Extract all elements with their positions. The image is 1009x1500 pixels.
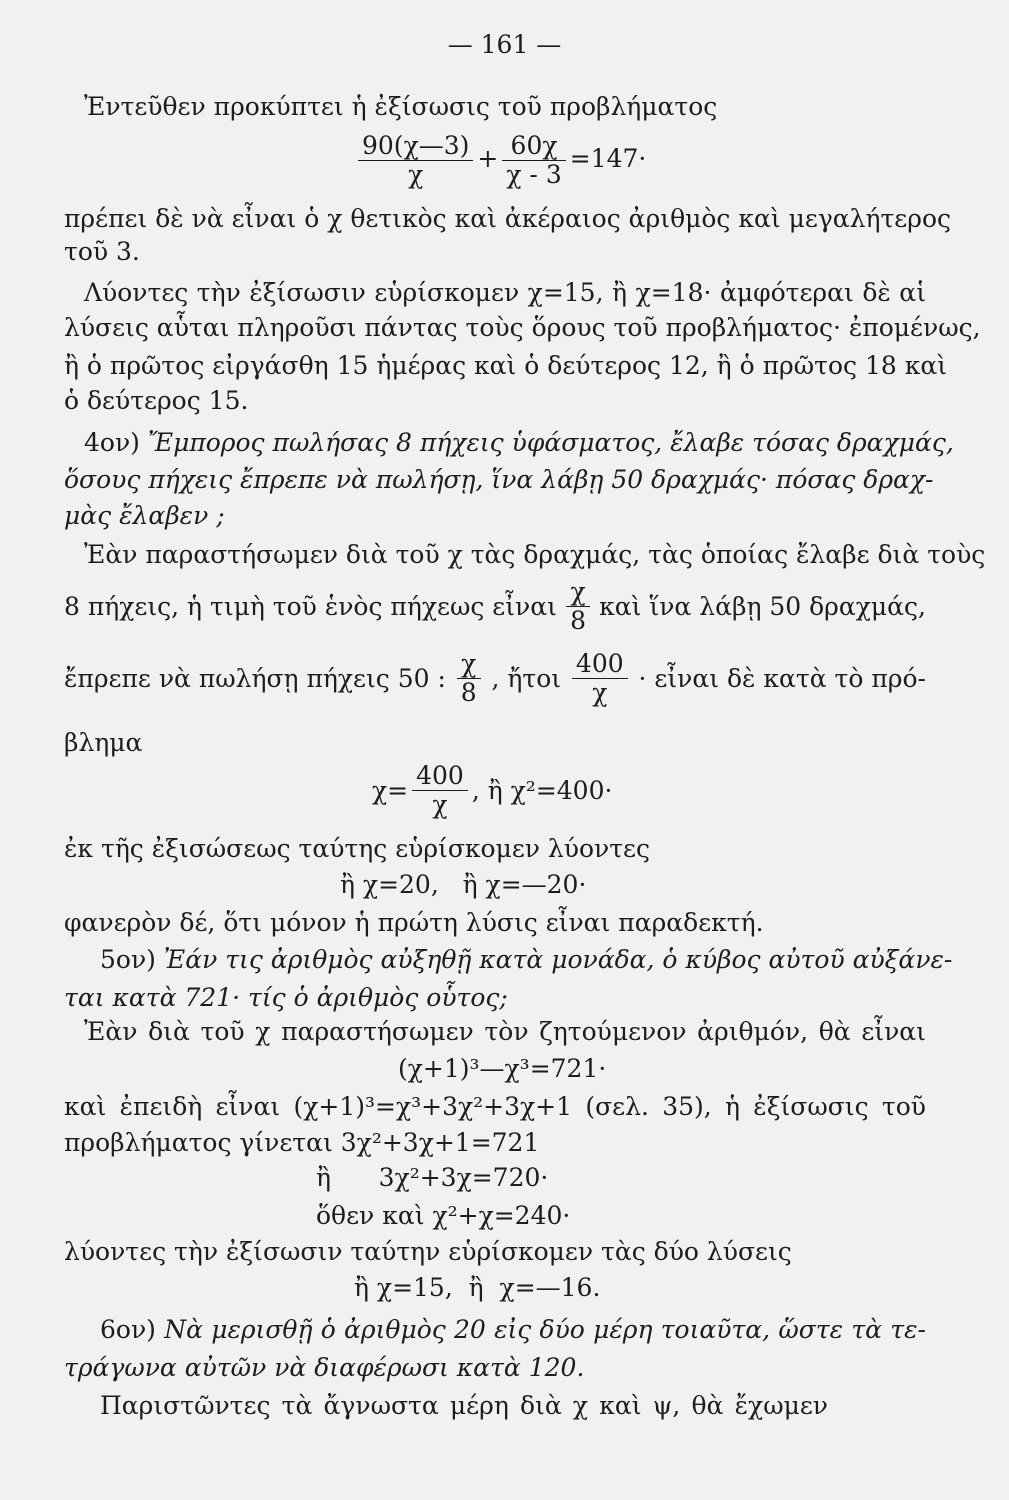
equation-6: ὅθεν καὶ χ²+χ=240· bbox=[316, 1201, 571, 1230]
text-line-with-fraction: 8 πήχεις, ἡ τιμὴ τοῦ ἑνὸς πήχεως εἶναι $\frac{\chi}{8}$ καὶ ἵνα λάβῃ 50 δραχμάς, bbox=[64, 577, 926, 635]
problem-number: 4ον) bbox=[84, 428, 140, 457]
text-line: καὶ ἐπειδὴ εἶναι (χ+1)³=χ³+3χ²+3χ+1 (σελ. 35), ἡ ἐξίσωσις τοῦ bbox=[64, 1092, 926, 1121]
equation-1: $\frac{90(\chi—3)}{\chi}$ + $\frac{60\chi}{\chi - 3}$ =147· bbox=[354, 132, 646, 189]
text-line: λύσεις αὗται πληροῦσι πάντας τοὺς ὅρους τοῦ προβλήματος· ἐπομένως, bbox=[64, 313, 981, 342]
problem-number: 6ον) bbox=[100, 1315, 156, 1344]
equation-2: χ= $\frac{400}{\chi}$ , ἢ χ²=400· bbox=[372, 761, 613, 819]
fraction: $\frac{90(\chi—3)}{\chi}$ bbox=[358, 132, 473, 189]
text-line: Παριστῶντες τὰ ἄγνωστα μέρη διὰ χ καὶ ψ, θὰ ἔχωμεν bbox=[100, 1391, 828, 1420]
fraction: $\frac{60\chi}{\chi - 3}$ bbox=[502, 132, 565, 189]
text-line: ἢ ὁ πρῶτος εἰργάσθη 15 ἡμέρας καὶ ὁ δεύτερος 12, ἢ ὁ πρῶτος 18 καὶ bbox=[64, 351, 948, 380]
equation-7: ἢ χ=15, ἢ χ=—16. bbox=[354, 1273, 601, 1302]
problem-number: 5ον) bbox=[100, 945, 156, 974]
problem-5-heading: 5ον) Ἐάν τις ἀριθμὸς αὐξηθῇ κατὰ μονάδα, ὁ κύβος αὐτοῦ αὐξάνε- bbox=[100, 945, 953, 974]
text-line: λύοντες τὴν ἐξίσωσιν ταύτην εὑρίσκομεν τὰς δύο λύσεις bbox=[64, 1237, 792, 1266]
text-line: τοῦ 3. bbox=[64, 237, 140, 266]
equation-5: ἢ 3χ²+3χ=720· bbox=[316, 1163, 549, 1192]
text-line: ἐκ τῆς ἐξισώσεως ταύτης εὑρίσκομεν λύοντες bbox=[64, 834, 651, 863]
text-line: μὰς ἔλαβεν ; bbox=[64, 501, 225, 530]
fraction: $\frac{\chi}{8}$ bbox=[566, 578, 590, 635]
fraction: $\frac{\chi}{8}$ bbox=[457, 650, 481, 707]
text-line-with-fraction: ἔπρεπε νὰ πωλήσῃ πήχεις 50 : $\frac{\chi}{8}$ , ἤτοι $\frac{400}{\chi}$ · εἶναι δὲ κατὰ τὸ πρό- bbox=[64, 649, 926, 707]
text-line: Ἐντεῦθεν προκύπτει ἡ ἐξίσωσις τοῦ προβλήματος bbox=[84, 92, 718, 121]
fraction: $\frac{400}{\chi}$ bbox=[412, 762, 468, 819]
text-line: βλημα bbox=[64, 728, 143, 757]
equation-3: ἢ χ=20, ἢ χ=—20· bbox=[340, 870, 587, 899]
text-line: πρέπει δὲ νὰ εἶναι ὁ χ θετικὸς καὶ ἀκέραιος ἀριθμὸς καὶ μεγαλήτερος bbox=[64, 204, 951, 233]
text-line: ὅσους πήχεις ἔπρεπε νὰ πωλήσῃ, ἵνα λάβῃ 50 δραχμάς· πόσας δραχ- bbox=[64, 465, 934, 494]
fraction: $\frac{400}{\chi}$ bbox=[572, 650, 628, 707]
equation-4: (χ+1)³—χ³=721· bbox=[398, 1054, 607, 1083]
text-line: τράγωνα αὐτῶν νὰ διαφέρωσι κατὰ 120. bbox=[64, 1353, 585, 1382]
problem-6-heading: 6ον) Νὰ μερισθῇ ὁ ἀριθμὸς 20 εἰς δύο μέρη τοιαῦτα, ὥστε τὰ τε- bbox=[100, 1315, 926, 1344]
problem-4-heading: 4ον) Ἔμπορος πωλήσας 8 πήχεις ὑφάσματος, ἔλαβε τόσας δραχμάς, bbox=[84, 428, 954, 457]
text-line: Ἐὰν διὰ τοῦ χ παραστήσωμεν τὸν ζητούμενον ἀριθμόν, θὰ εἶναι bbox=[84, 1017, 926, 1046]
text-line: προβλήματος γίνεται 3χ²+3χ+1=721 bbox=[64, 1128, 540, 1157]
text-line: Ἐὰν παραστήσωμεν διὰ τοῦ χ τὰς δραχμάς, τὰς ὁποίας ἔλαβε διὰ τοὺς bbox=[84, 540, 986, 569]
text-line: φανερὸν δέ, ὅτι μόνον ἡ πρώτη λύσις εἶναι παραδεκτή. bbox=[64, 908, 764, 937]
text-line: ται κατὰ 721· τίς ὁ ἀριθμὸς οὗτος; bbox=[64, 983, 508, 1012]
text-line: ὁ δεύτερος 15. bbox=[64, 386, 249, 415]
page-number: — 161 — bbox=[447, 30, 562, 59]
text-line: Λύοντες τὴν ἐξίσωσιν εὑρίσκομεν χ=15, ἢ χ=18· ἀμφότεραι δὲ αἱ bbox=[84, 278, 926, 307]
